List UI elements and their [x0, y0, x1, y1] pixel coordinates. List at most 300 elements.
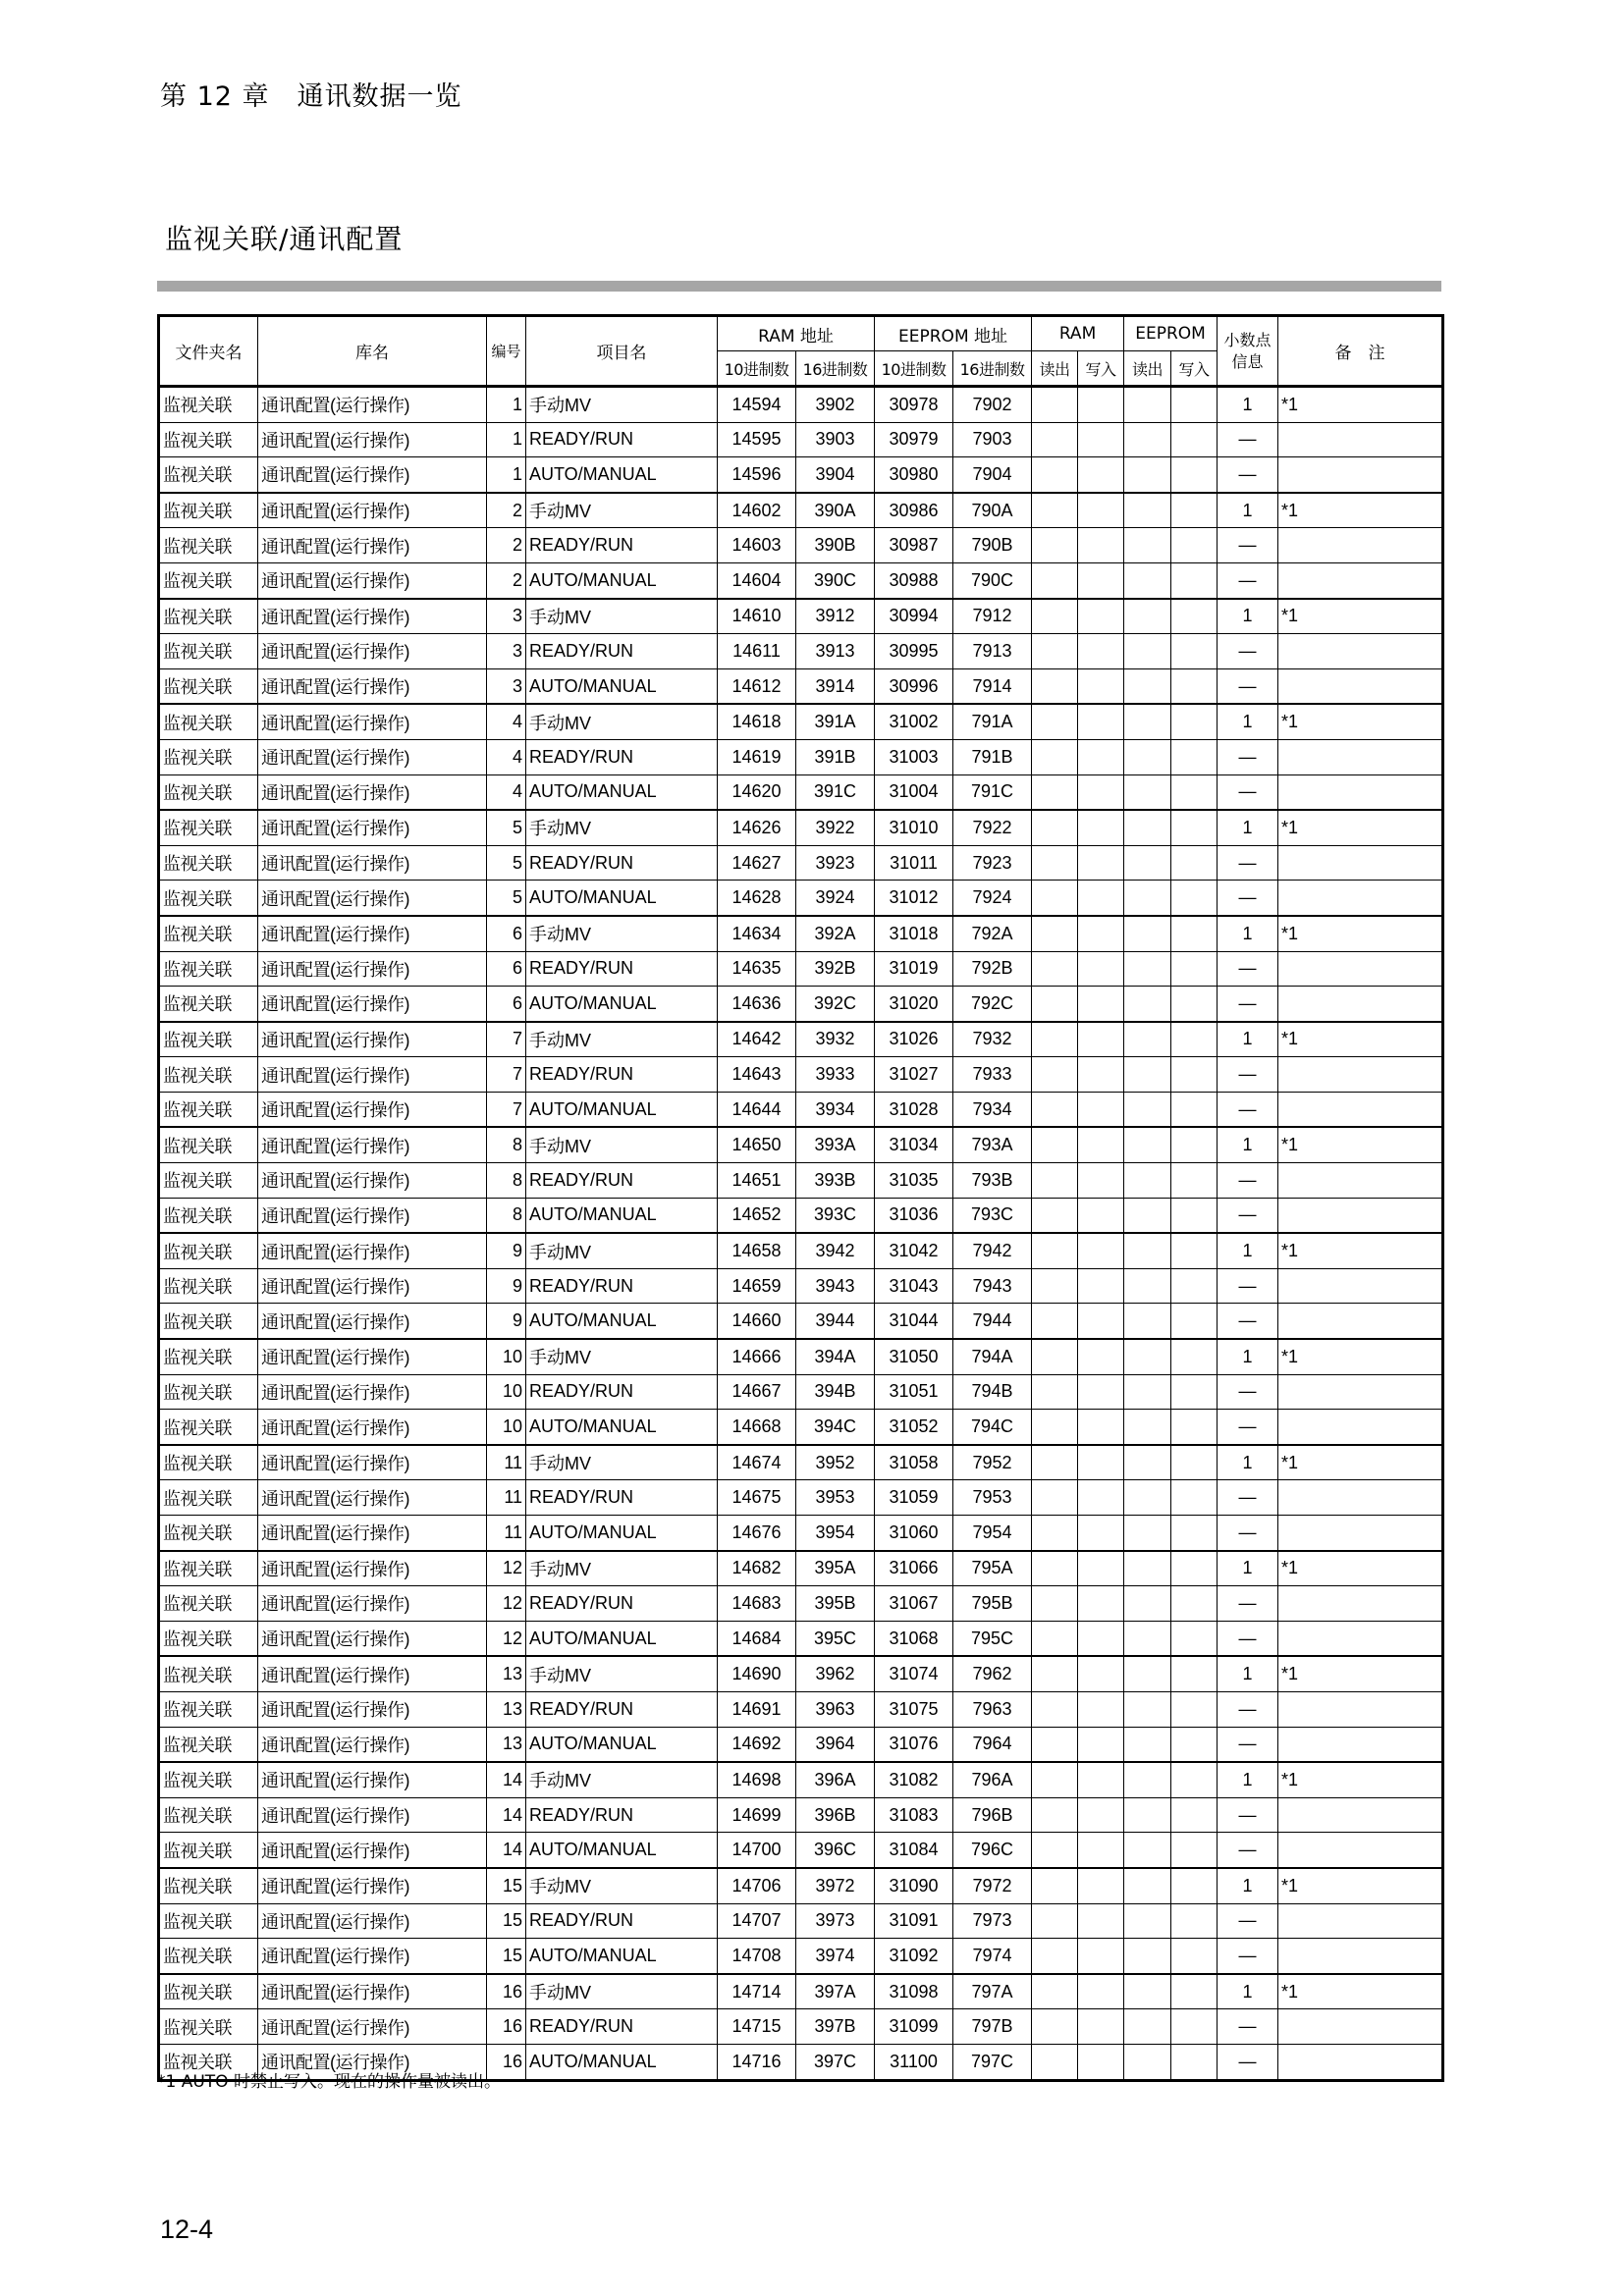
cell-eeprom-write — [1171, 1727, 1218, 1762]
cell-ram-write — [1078, 668, 1124, 704]
cell-item: AUTO/MANUAL — [526, 668, 718, 704]
cell-no: 9 — [487, 1304, 526, 1339]
cell-ram-write — [1078, 739, 1124, 774]
cell-eeprom-write — [1171, 987, 1218, 1022]
table-row — [159, 1233, 1443, 1268]
cell-folder: 监视关联 — [159, 1022, 258, 1057]
cell-eeprom-dec: 30994 — [875, 599, 953, 634]
col-header-item: 项目名 — [526, 316, 718, 387]
cell-ram-read — [1032, 1656, 1078, 1691]
cell-folder: 监视关联 — [159, 1551, 258, 1586]
cell-ram-dec: 14690 — [718, 1656, 796, 1691]
cell-eeprom-dec: 31091 — [875, 1903, 953, 1939]
cell-ram-dec: 14698 — [718, 1762, 796, 1797]
cell-ram-hex: 3973 — [796, 1903, 875, 1939]
cell-remark: *1 — [1278, 387, 1443, 423]
cell-remark — [1278, 881, 1443, 916]
cell-eeprom-hex: 796B — [953, 1797, 1032, 1833]
cell-ram-write — [1078, 1092, 1124, 1127]
cell-remark: *1 — [1278, 916, 1443, 951]
cell-eeprom-hex: 790B — [953, 528, 1032, 563]
cell-ram-read — [1032, 881, 1078, 916]
cell-library: 通讯配置(运行操作) — [258, 1586, 487, 1622]
table-row — [159, 1586, 1443, 1622]
cell-ram-read — [1032, 2044, 1078, 2080]
cell-decimal: — — [1218, 634, 1278, 669]
cell-no: 11 — [487, 1516, 526, 1551]
cell-ram-write — [1078, 1903, 1124, 1939]
cell-ram-dec: 14626 — [718, 810, 796, 845]
cell-eeprom-read — [1124, 1656, 1171, 1691]
cell-eeprom-hex: 792B — [953, 951, 1032, 987]
cell-decimal: — — [1218, 668, 1278, 704]
cell-library: 通讯配置(运行操作) — [258, 1057, 487, 1093]
cell-eeprom-dec: 31003 — [875, 739, 953, 774]
cell-folder: 监视关联 — [159, 1868, 258, 1903]
cell-ram-dec: 14683 — [718, 1586, 796, 1622]
cell-folder: 监视关联 — [159, 1939, 258, 1974]
table-row — [159, 1621, 1443, 1656]
cell-item: 手动MV — [526, 1339, 718, 1374]
cell-ram-read — [1032, 1727, 1078, 1762]
cell-eeprom-dec: 31050 — [875, 1339, 953, 1374]
cell-library: 通讯配置(运行操作) — [258, 1939, 487, 1974]
cell-eeprom-read — [1124, 634, 1171, 669]
cell-item: READY/RUN — [526, 1480, 718, 1516]
cell-folder: 监视关联 — [159, 562, 258, 598]
cell-decimal: — — [1218, 1304, 1278, 1339]
cell-eeprom-read — [1124, 1868, 1171, 1903]
cell-eeprom-hex: 7933 — [953, 1057, 1032, 1093]
cell-ram-write — [1078, 1127, 1124, 1162]
cell-decimal: — — [1218, 1374, 1278, 1410]
cell-remark: *1 — [1278, 599, 1443, 634]
cell-eeprom-read — [1124, 1903, 1171, 1939]
cell-ram-write — [1078, 1939, 1124, 1974]
cell-eeprom-dec: 31090 — [875, 1868, 953, 1903]
cell-item: READY/RUN — [526, 1057, 718, 1093]
cell-eeprom-read — [1124, 810, 1171, 845]
cell-no: 12 — [487, 1621, 526, 1656]
cell-eeprom-hex: 791C — [953, 774, 1032, 810]
cell-decimal: 1 — [1218, 704, 1278, 739]
cell-remark — [1278, 1198, 1443, 1233]
cell-library: 通讯配置(运行操作) — [258, 422, 487, 457]
cell-folder: 监视关联 — [159, 1727, 258, 1762]
cell-ram-write — [1078, 634, 1124, 669]
cell-eeprom-hex: 7913 — [953, 634, 1032, 669]
cell-ram-read — [1032, 845, 1078, 881]
table-row — [159, 1057, 1443, 1093]
cell-ram-write — [1078, 528, 1124, 563]
cell-eeprom-dec: 31067 — [875, 1586, 953, 1622]
cell-eeprom-hex: 797C — [953, 2044, 1032, 2080]
cell-library: 通讯配置(运行操作) — [258, 1268, 487, 1304]
cell-ram-read — [1032, 1833, 1078, 1868]
cell-ram-hex: 3904 — [796, 457, 875, 493]
cell-ram-write — [1078, 1233, 1124, 1268]
cell-remark — [1278, 668, 1443, 704]
cell-ram-dec: 14634 — [718, 916, 796, 951]
cell-eeprom-read — [1124, 1974, 1171, 2009]
cell-eeprom-read — [1124, 1198, 1171, 1233]
cell-no: 11 — [487, 1445, 526, 1480]
cell-eeprom-write — [1171, 704, 1218, 739]
table-row — [159, 1198, 1443, 1233]
cell-folder: 监视关联 — [159, 739, 258, 774]
table-row — [159, 1480, 1443, 1516]
cell-eeprom-read — [1124, 599, 1171, 634]
cell-ram-write — [1078, 951, 1124, 987]
cell-no: 10 — [487, 1410, 526, 1445]
cell-ram-hex: 3954 — [796, 1516, 875, 1551]
cell-decimal: — — [1218, 1410, 1278, 1445]
cell-eeprom-read — [1124, 1727, 1171, 1762]
cell-ram-dec: 14691 — [718, 1691, 796, 1727]
cell-no: 14 — [487, 1797, 526, 1833]
cell-no: 16 — [487, 1974, 526, 2009]
cell-eeprom-dec: 31051 — [875, 1374, 953, 1410]
cell-eeprom-read — [1124, 916, 1171, 951]
cell-ram-dec: 14666 — [718, 1339, 796, 1374]
col-header-ram-write: 写入 — [1078, 351, 1124, 387]
cell-no: 8 — [487, 1198, 526, 1233]
cell-eeprom-read — [1124, 1127, 1171, 1162]
cell-folder: 监视关联 — [159, 1656, 258, 1691]
cell-eeprom-read — [1124, 845, 1171, 881]
cell-remark — [1278, 422, 1443, 457]
cell-no: 13 — [487, 1727, 526, 1762]
cell-remark — [1278, 1163, 1443, 1199]
cell-ram-hex: 3974 — [796, 1939, 875, 1974]
cell-item: 手动MV — [526, 1022, 718, 1057]
table-row — [159, 457, 1443, 493]
col-header-eeprom-dec: 10进制数 — [875, 351, 953, 387]
page-number: 12-4 — [160, 2215, 214, 2244]
table-row — [159, 774, 1443, 810]
cell-ram-hex: 390B — [796, 528, 875, 563]
cell-ram-read — [1032, 634, 1078, 669]
cell-ram-hex: 395C — [796, 1621, 875, 1656]
cell-folder: 监视关联 — [159, 1621, 258, 1656]
cell-eeprom-hex: 795B — [953, 1586, 1032, 1622]
cell-library: 通讯配置(运行操作) — [258, 1868, 487, 1903]
cell-decimal: — — [1218, 845, 1278, 881]
cell-item: AUTO/MANUAL — [526, 1410, 718, 1445]
table-row — [159, 951, 1443, 987]
cell-ram-hex: 392C — [796, 987, 875, 1022]
cell-ram-hex: 393C — [796, 1198, 875, 1233]
cell-eeprom-write — [1171, 457, 1218, 493]
cell-eeprom-read — [1124, 1233, 1171, 1268]
section-divider — [157, 281, 1441, 292]
cell-eeprom-dec: 31074 — [875, 1656, 953, 1691]
cell-eeprom-read — [1124, 774, 1171, 810]
cell-library: 通讯配置(运行操作) — [258, 987, 487, 1022]
cell-eeprom-dec: 31018 — [875, 916, 953, 951]
cell-ram-hex: 3902 — [796, 387, 875, 423]
cell-library: 通讯配置(运行操作) — [258, 493, 487, 528]
cell-library: 通讯配置(运行操作) — [258, 1127, 487, 1162]
cell-ram-write — [1078, 562, 1124, 598]
cell-ram-read — [1032, 1762, 1078, 1797]
cell-decimal: — — [1218, 422, 1278, 457]
cell-no: 16 — [487, 2009, 526, 2045]
cell-eeprom-write — [1171, 1691, 1218, 1727]
cell-decimal: 1 — [1218, 1233, 1278, 1268]
cell-ram-dec: 14692 — [718, 1727, 796, 1762]
cell-library: 通讯配置(运行操作) — [258, 774, 487, 810]
cell-eeprom-read — [1124, 1163, 1171, 1199]
cell-no: 7 — [487, 1057, 526, 1093]
cell-eeprom-hex: 7944 — [953, 1304, 1032, 1339]
cell-ram-write — [1078, 1868, 1124, 1903]
cell-eeprom-hex: 790C — [953, 562, 1032, 598]
cell-ram-dec: 14658 — [718, 1233, 796, 1268]
cell-ram-hex: 394C — [796, 1410, 875, 1445]
cell-ram-dec: 14668 — [718, 1410, 796, 1445]
cell-eeprom-write — [1171, 1163, 1218, 1199]
cell-library: 通讯配置(运行操作) — [258, 2044, 487, 2080]
cell-ram-hex: 3922 — [796, 810, 875, 845]
cell-eeprom-hex: 7912 — [953, 599, 1032, 634]
cell-eeprom-dec: 31098 — [875, 1974, 953, 2009]
cell-remark: *1 — [1278, 1339, 1443, 1374]
cell-eeprom-read — [1124, 422, 1171, 457]
cell-decimal: 1 — [1218, 1868, 1278, 1903]
cell-ram-read — [1032, 1057, 1078, 1093]
cell-eeprom-read — [1124, 1022, 1171, 1057]
cell-no: 9 — [487, 1233, 526, 1268]
cell-ram-dec: 14611 — [718, 634, 796, 669]
cell-ram-read — [1032, 1339, 1078, 1374]
cell-eeprom-hex: 792C — [953, 987, 1032, 1022]
cell-folder: 监视关联 — [159, 1691, 258, 1727]
cell-no: 15 — [487, 1939, 526, 1974]
cell-decimal: — — [1218, 1833, 1278, 1868]
cell-ram-dec: 14636 — [718, 987, 796, 1022]
cell-library: 通讯配置(运行操作) — [258, 916, 487, 951]
cell-ram-dec: 14652 — [718, 1198, 796, 1233]
cell-eeprom-read — [1124, 1445, 1171, 1480]
cell-eeprom-read — [1124, 493, 1171, 528]
cell-ram-dec: 14708 — [718, 1939, 796, 1974]
cell-eeprom-hex: 7922 — [953, 810, 1032, 845]
cell-eeprom-dec: 31011 — [875, 845, 953, 881]
cell-decimal: — — [1218, 1903, 1278, 1939]
cell-remark: *1 — [1278, 1127, 1443, 1162]
cell-eeprom-hex: 793B — [953, 1163, 1032, 1199]
cell-ram-dec: 14643 — [718, 1057, 796, 1093]
cell-ram-read — [1032, 1410, 1078, 1445]
cell-remark: *1 — [1278, 493, 1443, 528]
col-header-ram: RAM — [1032, 316, 1124, 351]
cell-library: 通讯配置(运行操作) — [258, 1339, 487, 1374]
cell-no: 3 — [487, 668, 526, 704]
cell-no: 15 — [487, 1868, 526, 1903]
cell-ram-read — [1032, 1092, 1078, 1127]
cell-eeprom-write — [1171, 1551, 1218, 1586]
cell-remark — [1278, 1516, 1443, 1551]
cell-ram-read — [1032, 987, 1078, 1022]
cell-decimal: — — [1218, 1797, 1278, 1833]
cell-library: 通讯配置(运行操作) — [258, 1621, 487, 1656]
cell-library: 通讯配置(运行操作) — [258, 739, 487, 774]
cell-ram-dec: 14675 — [718, 1480, 796, 1516]
table-row — [159, 387, 1443, 423]
cell-no: 7 — [487, 1092, 526, 1127]
table-row — [159, 1551, 1443, 1586]
cell-no: 13 — [487, 1691, 526, 1727]
cell-remark — [1278, 987, 1443, 1022]
cell-eeprom-hex: 797B — [953, 2009, 1032, 2045]
cell-remark: *1 — [1278, 1762, 1443, 1797]
col-header-decimal: 小数点信息 — [1218, 316, 1278, 387]
cell-eeprom-hex: 7934 — [953, 1092, 1032, 1127]
cell-folder: 监视关联 — [159, 387, 258, 423]
cell-eeprom-dec: 31058 — [875, 1445, 953, 1480]
cell-remark — [1278, 528, 1443, 563]
cell-ram-dec: 14714 — [718, 1974, 796, 2009]
cell-no: 8 — [487, 1127, 526, 1162]
cell-ram-write — [1078, 1586, 1124, 1622]
cell-library: 通讯配置(运行操作) — [258, 1551, 487, 1586]
cell-item: AUTO/MANUAL — [526, 774, 718, 810]
cell-eeprom-dec: 31036 — [875, 1198, 953, 1233]
cell-eeprom-hex: 796A — [953, 1762, 1032, 1797]
cell-no: 1 — [487, 422, 526, 457]
table-row — [159, 704, 1443, 739]
cell-eeprom-dec: 30988 — [875, 562, 953, 598]
cell-remark: *1 — [1278, 1974, 1443, 2009]
cell-eeprom-dec: 31002 — [875, 704, 953, 739]
table-row — [159, 1727, 1443, 1762]
cell-eeprom-dec: 31084 — [875, 1833, 953, 1868]
cell-ram-write — [1078, 2044, 1124, 2080]
cell-decimal: — — [1218, 1586, 1278, 1622]
cell-eeprom-write — [1171, 1304, 1218, 1339]
table-row — [159, 810, 1443, 845]
cell-eeprom-dec: 31099 — [875, 2009, 953, 2045]
cell-ram-dec: 14682 — [718, 1551, 796, 1586]
cell-ram-dec: 14602 — [718, 493, 796, 528]
cell-ram-hex: 396B — [796, 1797, 875, 1833]
cell-item: READY/RUN — [526, 1691, 718, 1727]
cell-ram-dec: 14635 — [718, 951, 796, 987]
table-row — [159, 1410, 1443, 1445]
cell-no: 10 — [487, 1339, 526, 1374]
cell-eeprom-dec: 31004 — [875, 774, 953, 810]
cell-folder: 监视关联 — [159, 1445, 258, 1480]
cell-ram-write — [1078, 1974, 1124, 2009]
cell-remark — [1278, 1903, 1443, 1939]
cell-ram-dec: 14684 — [718, 1621, 796, 1656]
cell-ram-write — [1078, 1198, 1124, 1233]
cell-eeprom-read — [1124, 1304, 1171, 1339]
cell-remark — [1278, 1480, 1443, 1516]
cell-eeprom-read — [1124, 1762, 1171, 1797]
cell-ram-write — [1078, 810, 1124, 845]
cell-ram-read — [1032, 1939, 1078, 1974]
cell-eeprom-write — [1171, 810, 1218, 845]
cell-ram-read — [1032, 1974, 1078, 2009]
cell-ram-read — [1032, 1022, 1078, 1057]
cell-folder: 监视关联 — [159, 1480, 258, 1516]
cell-eeprom-hex: 7972 — [953, 1868, 1032, 1903]
cell-eeprom-dec: 31068 — [875, 1621, 953, 1656]
cell-ram-write — [1078, 493, 1124, 528]
cell-item: AUTO/MANUAL — [526, 987, 718, 1022]
cell-remark — [1278, 1304, 1443, 1339]
cell-item: 手动MV — [526, 1762, 718, 1797]
cell-ram-hex: 396A — [796, 1762, 875, 1797]
cell-eeprom-hex: 7963 — [953, 1691, 1032, 1727]
cell-ram-write — [1078, 1339, 1124, 1374]
cell-item: 手动MV — [526, 599, 718, 634]
cell-ram-hex: 3944 — [796, 1304, 875, 1339]
cell-eeprom-read — [1124, 951, 1171, 987]
cell-item: READY/RUN — [526, 845, 718, 881]
cell-library: 通讯配置(运行操作) — [258, 1092, 487, 1127]
cell-library: 通讯配置(运行操作) — [258, 1797, 487, 1833]
cell-eeprom-read — [1124, 1410, 1171, 1445]
cell-eeprom-write — [1171, 739, 1218, 774]
cell-decimal: — — [1218, 987, 1278, 1022]
cell-ram-read — [1032, 1516, 1078, 1551]
cell-decimal: — — [1218, 1516, 1278, 1551]
cell-remark — [1278, 951, 1443, 987]
cell-ram-hex: 391A — [796, 704, 875, 739]
cell-decimal: 1 — [1218, 1656, 1278, 1691]
table-row — [159, 845, 1443, 881]
cell-ram-read — [1032, 1691, 1078, 1727]
cell-ram-dec: 14651 — [718, 1163, 796, 1199]
cell-eeprom-hex: 7904 — [953, 457, 1032, 493]
cell-ram-read — [1032, 2009, 1078, 2045]
cell-ram-dec: 14610 — [718, 599, 796, 634]
cell-item: READY/RUN — [526, 528, 718, 563]
table-row — [159, 528, 1443, 563]
cell-eeprom-write — [1171, 1516, 1218, 1551]
cell-ram-read — [1032, 528, 1078, 563]
cell-eeprom-dec: 31059 — [875, 1480, 953, 1516]
cell-remark — [1278, 774, 1443, 810]
table-row — [159, 1374, 1443, 1410]
cell-item: 手动MV — [526, 387, 718, 423]
cell-folder: 监视关联 — [159, 916, 258, 951]
cell-library: 通讯配置(运行操作) — [258, 668, 487, 704]
cell-item: 手动MV — [526, 810, 718, 845]
table-row — [159, 916, 1443, 951]
cell-ram-hex: 397A — [796, 1974, 875, 2009]
cell-ram-hex: 395A — [796, 1551, 875, 1586]
cell-ram-hex: 3963 — [796, 1691, 875, 1727]
cell-ram-dec: 14618 — [718, 704, 796, 739]
cell-folder: 监视关联 — [159, 1762, 258, 1797]
cell-ram-hex: 3934 — [796, 1092, 875, 1127]
cell-ram-read — [1032, 1445, 1078, 1480]
cell-eeprom-hex: 7974 — [953, 1939, 1032, 1974]
cell-no: 13 — [487, 1656, 526, 1691]
cell-eeprom-read — [1124, 704, 1171, 739]
cell-eeprom-hex: 791B — [953, 739, 1032, 774]
cell-eeprom-dec: 31019 — [875, 951, 953, 987]
cell-decimal: — — [1218, 881, 1278, 916]
cell-ram-read — [1032, 493, 1078, 528]
cell-ram-dec: 14604 — [718, 562, 796, 598]
cell-ram-write — [1078, 1268, 1124, 1304]
cell-ram-write — [1078, 1551, 1124, 1586]
